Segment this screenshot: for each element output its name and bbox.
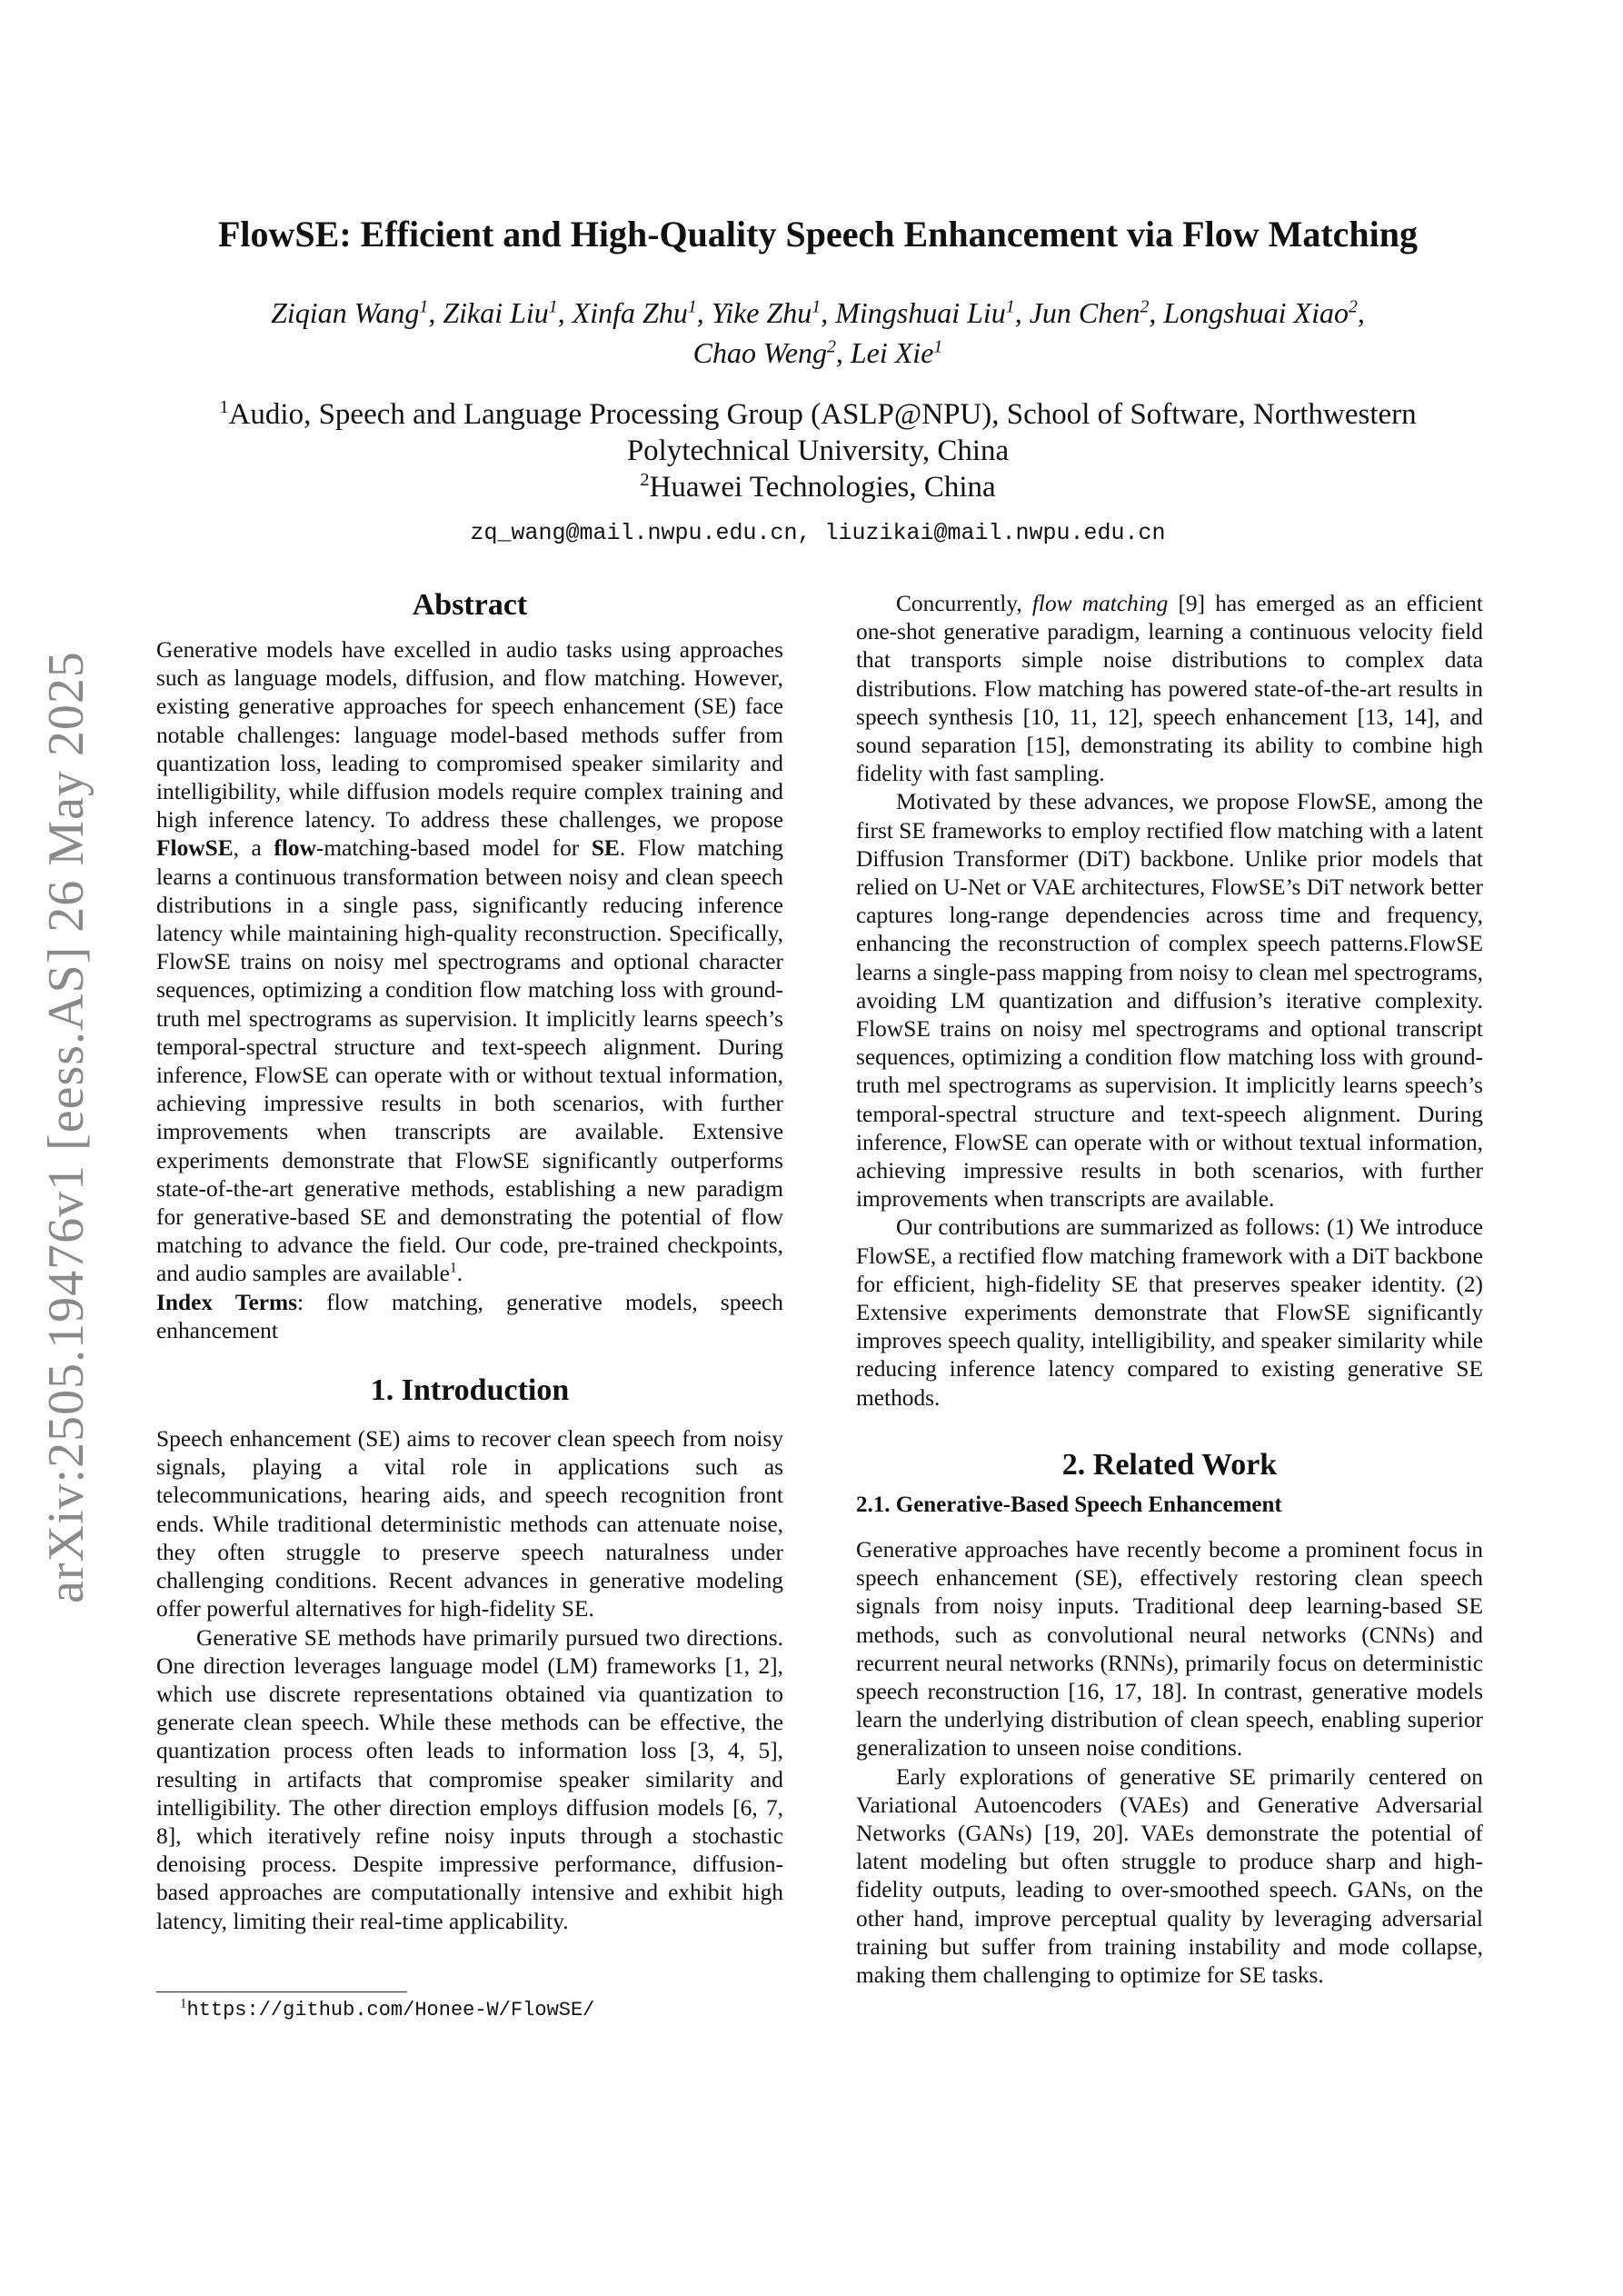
- abstract-text: . Flow matching learns a continuous transformation between noisy and clean speech distributions in a single pass, significantly reducing inference latency while maintaining high-quality reconstruction. Specifically, FlowSE trains on noisy mel spectrograms and optional character sequences, optimizing a condition flow matching loss with ground-truth mel spectrograms as supervision. It implicitly learns speech’s temporal-spectral structure and text-speech alignment. During inference, FlowSE can operate with or without textual information, achieving impressive results in both scenarios, with further improvements when transcripts are available. Extensive experiments demonstrate that FlowSE significantly outperforms state-of-the-art generative methods, establishing a new paradigm for generative-based SE and demonstrating the potential of flow matching to advance the field. Our code, pre-trained checkpoints, and audio samples are available: [156, 835, 783, 1287]
- affiliation-mark: 2: [1140, 296, 1150, 317]
- affiliation-mark: 1: [812, 296, 821, 317]
- author-name: Chao Weng: [692, 336, 827, 369]
- affiliation-mark: 1: [219, 397, 229, 417]
- abstract-paragraph: [156, 636, 783, 1289]
- author-name: Zikai Liu: [443, 296, 549, 329]
- subsection-heading: 2.1. Generative-Based Speech Enhancement: [856, 1492, 1282, 1517]
- intro-paragraph: Our contributions are summarized as follows: (1) We introduce FlowSE, a rectified flow matching framework with a DiT backbone for efficient, high-fidelity SE that preserves speaker identity. (2) Extensive experiments demonstrate that FlowSE significantly improves speech quality, intelligibility, and speaker similarity while reducing inference latency compared to existing generative SE methods.: [856, 1214, 1483, 1411]
- footnote-link[interactable]: https://github.com/Honee-W/FlowSE/: [186, 1999, 595, 2021]
- abstract-emphasis: FlowSE: [156, 835, 234, 862]
- affiliations: [145, 396, 1490, 505]
- left-column: [156, 584, 783, 1936]
- paragraph-text: Concurrently,: [896, 591, 1032, 616]
- author-name: Yike Zhu: [711, 296, 812, 329]
- intro-paragraph: Motivated by these advances, we propose FlowSE, among the first SE frameworks to employ rectified flow matching with a latent Diffusion Transformer (DiT) backbone. Unlike prior models that relied on U-Net or VAE architectures, FlowSE’s DiT network better captures long-range dependencies across time and frequency, enhancing the reconstruction of complex speech patterns.FlowSE learns a single-pass mapping from noisy to clean mel spectrograms, avoiding LM quantization and diffusion’s iterative complexity. FlowSE trains on noisy mel spectrograms and optional transcript sequences, optimizing a condition flow matching loss with ground-truth mel spectrograms as supervision. It implicitly learns speech’s temporal-spectral structure and text-speech alignment. During inference, FlowSE can operate with or without textual information, achieving impressive results in both scenarios, with further improvements when transcripts are available.: [856, 789, 1483, 1213]
- affiliation-mark: 1: [419, 296, 429, 317]
- intro-paragraph: Speech enhancement (SE) aims to recover clean speech from noisy signals, playing a vital role in applications such as telecommunications, hearing aids, and speech recognition front ends. While traditional deterministic methods can attenuate noise, they often struggle to preserve speech naturalness under challenging conditions. Recent advances in generative modeling offer powerful alternatives for high-fidelity SE.: [156, 1426, 783, 1622]
- affiliation-text: Huawei Technologies, China: [649, 471, 996, 504]
- author-separator: ,: [1149, 296, 1164, 329]
- author-separator: ,: [1357, 296, 1365, 329]
- affiliation-mark: 2: [640, 470, 650, 490]
- author-list: [164, 293, 1472, 373]
- index-terms-text: : flow matching, generative models, speech enhancement: [156, 1289, 783, 1343]
- author-name: Jun Chen: [1029, 296, 1140, 329]
- intro-paragraph: [856, 590, 1483, 788]
- author-emails: zq_wang@mail.nwpu.edu.cn, liuzikai@mail.nwpu.edu.cn: [470, 520, 1166, 546]
- index-terms: [156, 1289, 783, 1345]
- abstract-emphasis: SE: [591, 835, 620, 862]
- footnote: [180, 1998, 594, 2023]
- abstract-text: Generative models have excelled in audio tasks using approaches such as language models, diffusion, and flow matching. However, existing generative approaches for speech enhancement (SE) face notable challenges: language model-based methods suffer from quantization loss, leading to compromised speaker similarity and intelligibility, while diffusion models require complex training and high inference latency. To address these challenges, we propose: [156, 637, 783, 834]
- affiliation-text: Audio, Speech and Language Processing Group (ASLP@NPU), School of Software, Northwestern Polytechnical University, China: [228, 398, 1417, 467]
- related-work-heading: 2. Related Work: [1061, 1447, 1278, 1482]
- paper-title: FlowSE: Efficient and High-Quality Speech Enhancement via Flow Matching: [217, 214, 1419, 255]
- author-separator: ,: [428, 296, 443, 329]
- footnote-reference: 1: [449, 1261, 457, 1276]
- affiliation-npu: [145, 396, 1490, 469]
- abstract-text: -matching-based model for: [315, 835, 592, 862]
- author-separator: ,: [557, 296, 573, 329]
- author-separator: ,: [1014, 296, 1030, 329]
- paragraph-emphasis: flow matching: [1031, 591, 1169, 616]
- abstract-heading: Abstract: [412, 588, 528, 622]
- affiliation-mark: 2: [1348, 296, 1358, 317]
- related-paragraph: Generative approaches have recently become a prominent focus in speech enhancement (SE), effectively restoring clean speech signals from noisy inputs. Traditional deep learning-based SE methods, such as convolutional neural networks (CNNs) and recurrent neural networks (RNNs), primarily focus on deterministic speech reconstruction [16, 17, 18]. In contrast, generative models learn the underlying distribution of clean speech, enabling superior generalization to unseen noise conditions.: [856, 1536, 1483, 1762]
- right-column: [856, 590, 1483, 1990]
- author-name: Longshuai Xiao: [1163, 296, 1349, 329]
- author-name: Ziqian Wang: [271, 296, 420, 329]
- index-terms-label: Index Terms: [156, 1289, 298, 1315]
- affiliation-mark: 1: [548, 296, 558, 317]
- footnote-mark: 1: [180, 1996, 187, 2011]
- author-separator: ,: [821, 296, 836, 329]
- related-paragraph: Early explorations of generative SE primarily centered on Variational Autoencoders (VAEs) and Generative Adversarial Networks (GANs) [19, 20]. VAEs demonstrate the potential of latent modeling but often struggle to produce sharp and high-fidelity outputs, leading to over-smoothed speech. GANs, on the other hand, improve perceptual quality by leveraging adversarial training but suffer from training instability and mode collapse, making them challenging to optimize for SE tasks.: [856, 1763, 1483, 1988]
- affiliation-mark: 1: [687, 296, 697, 317]
- intro-paragraph: Generative SE methods have primarily pursued two directions. One direction leverages language model (LM) frameworks [1, 2], which use discrete representations obtained via quantization to generate clean speech. While these methods can be effective, the quantization process often leads to information loss [3, 4, 5], resulting in artifacts that compromise speaker similarity and intelligibility. The other direction employs diffusion models [6, 7, 8], which iteratively refine noisy inputs through a stochastic denoising process. Despite impressive performance, diffusion-based approaches are computationally intensive and exhibit high latency, limiting their real-time applicability.: [156, 1624, 783, 1934]
- author-separator: ,: [835, 336, 851, 369]
- affiliation-huawei: [145, 469, 1490, 505]
- introduction-heading: 1. Introduction: [370, 1373, 570, 1408]
- author-name: Xinfa Zhu: [572, 296, 688, 329]
- affiliation-mark: 2: [826, 336, 836, 357]
- affiliation-mark: 1: [933, 336, 943, 357]
- paragraph-text: [9] has emerged as an efficient one-shot generative paradigm, learning a continuous velocity field that transports simple noise distributions to complex data distributions. Flow matching has powered state-of-the-art results in speech synthesis [10, 11, 12], speech enhancement [13, 14], and sound separation [15], demonstrating its ability to combine high fidelity with fast sampling.: [856, 591, 1483, 787]
- abstract-text: .: [456, 1261, 463, 1287]
- arxiv-identifier: arXiv:2505.19476v1 [eess.AS] 26 May 2025: [38, 651, 95, 1603]
- author-separator: ,: [696, 296, 712, 329]
- abstract-text: , a: [233, 835, 274, 862]
- affiliation-mark: 1: [1005, 296, 1015, 317]
- author-name: Mingshuai Liu: [835, 296, 1006, 329]
- abstract-emphasis: flow: [274, 835, 316, 862]
- author-name: Lei Xie: [850, 336, 934, 369]
